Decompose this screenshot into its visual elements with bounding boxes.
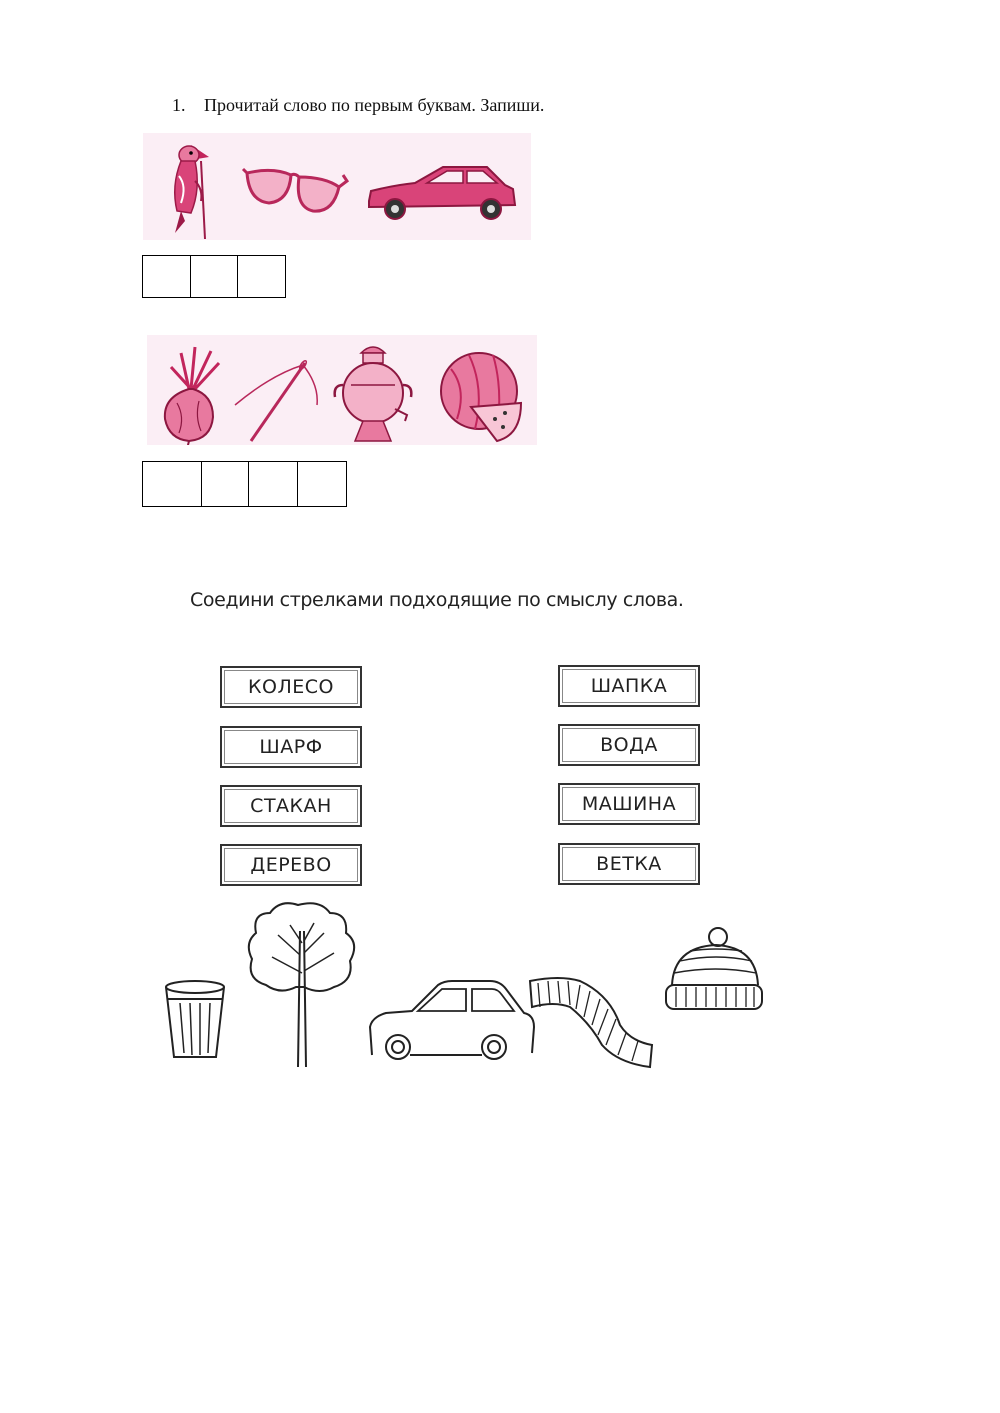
task1-text: Прочитай слово по первым буквам. Запиши. (204, 95, 545, 115)
needle-icon (235, 360, 317, 441)
word-box-right[interactable]: ВЕТКА (558, 843, 700, 885)
task1-number: 1. (172, 95, 186, 115)
answer-cell[interactable] (191, 256, 239, 297)
word-box-left[interactable]: ДЕРЕВО (220, 844, 362, 886)
watermelon-icon (441, 353, 521, 441)
word-box-left[interactable]: ШАРФ (220, 726, 362, 768)
answer-cell[interactable] (202, 462, 249, 506)
tree-icon (249, 903, 354, 1067)
puzzle2-answer-grid (142, 461, 347, 507)
samovar-icon (335, 347, 412, 441)
puzzle1-answer-grid (142, 255, 286, 298)
task1-instruction (172, 95, 544, 116)
word-box-left[interactable]: КОЛЕСО (220, 666, 362, 708)
answer-cell[interactable] (143, 462, 202, 506)
beetroot-icon (165, 347, 219, 445)
glass-icon (166, 981, 224, 1057)
word-box-right[interactable]: ВОДА (558, 724, 700, 766)
drawings-row (150, 895, 780, 1070)
task2-instruction: Соедини стрелками подходящие по смыслу слова. (190, 589, 684, 611)
answer-cell[interactable] (298, 462, 344, 506)
word-box-right[interactable]: ШАПКА (558, 665, 700, 707)
answer-cell[interactable] (238, 256, 285, 297)
car-icon (369, 167, 515, 219)
word-box-left[interactable]: СТАКАН (220, 785, 362, 827)
answer-cell[interactable] (143, 256, 191, 297)
puzzle2-picture-strip (147, 335, 537, 445)
puzzle1-picture-strip (143, 133, 531, 240)
glasses-icon (243, 169, 347, 211)
answer-cell[interactable] (249, 462, 298, 506)
word-box-right[interactable]: МАШИНА (558, 783, 700, 825)
hat-icon (666, 928, 762, 1009)
car-outline-icon (370, 981, 534, 1059)
scarf-icon (530, 978, 652, 1067)
woodpecker-icon (175, 145, 209, 239)
